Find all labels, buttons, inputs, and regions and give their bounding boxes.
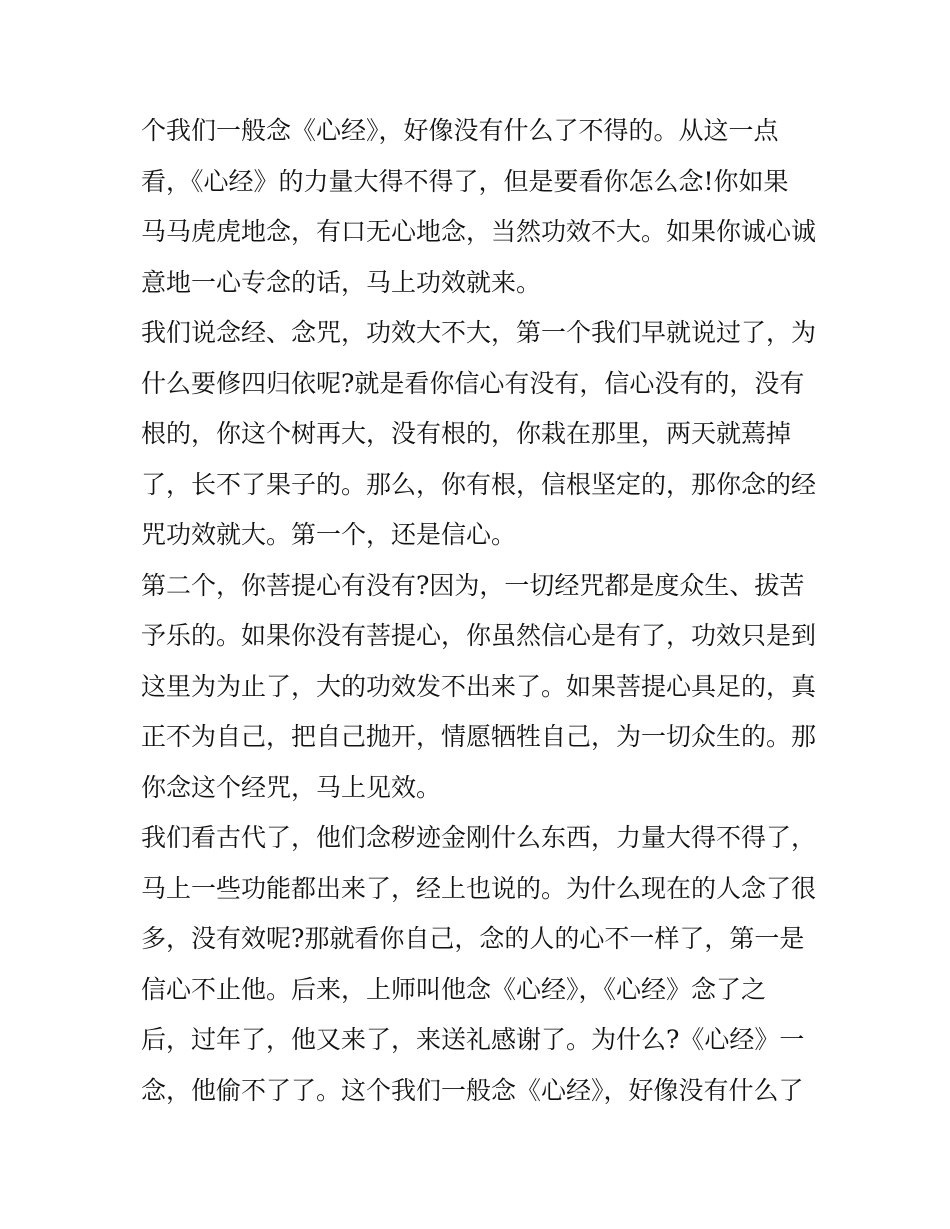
text-line: 咒功效就大。第一个，还是信心。 <box>141 520 517 549</box>
text-line: 了，长不了果子的。那么，你有根，信根坚定的，那你念的经 <box>141 469 817 499</box>
text-line: 信心不止他。后来，上师叫他念《心经》，《心经》念了之 <box>141 974 767 1004</box>
text-line: 予乐的。如果你没有菩提心，你虽然信心是有了，功效只是到 <box>141 621 817 650</box>
text-line: 什么要修四归依呢?就是看你信心有没有，信心没有的，没有 <box>141 368 805 398</box>
text-line: 后，过年了，他又来了，来送礼感谢了。为什么?《心经》一 <box>141 1025 805 1054</box>
text-line: 第二个，你菩提心有没有?因为，一切经咒都是度众生、拔苦 <box>141 570 805 600</box>
text-line: 这里为为止了，大的功效发不出来了。如果菩提心具足的，真 <box>141 671 817 701</box>
text-line: 你念这个经咒，马上见效。 <box>141 772 442 802</box>
text-line: 我们说念经、念咒，功效大不大，第一个我们早就说过了，为 <box>141 318 817 347</box>
text-line: 根的，你这个树再大，没有根的，你栽在那里，两天就蔫掉 <box>141 419 792 448</box>
text-line: 我们看古代了，他们念秽迹金刚什么东西，力量大得不得了， <box>141 823 817 852</box>
text-line: 正不为自己，把自己抛开，情愿牺牲自己，为一切众生的。那 <box>141 722 817 751</box>
text-line: 看，《心经》的力量大得不得了，但是要看你怎么念!你如果 <box>141 166 789 196</box>
text-line: 多，没有效呢?那就看你自己，念的人的心不一样了，第一是 <box>141 924 805 953</box>
text-line: 马马虎虎地念，有口无心地念，当然功效不大。如果你诚心诚 <box>141 217 817 246</box>
text-line: 个我们一般念《心经》，好像没有什么了不得的。从这一点 <box>141 116 779 145</box>
text-line: 马上一些功能都出来了，经上也说的。为什么现在的人念了很 <box>141 873 817 903</box>
body-text <box>141 106 821 1116</box>
text-line: 意地一心专念的话，马上功效就来。 <box>141 267 542 297</box>
text-line: 念，他偷不了了。这个我们一般念《心经》，好像没有什么了 <box>141 1075 804 1105</box>
